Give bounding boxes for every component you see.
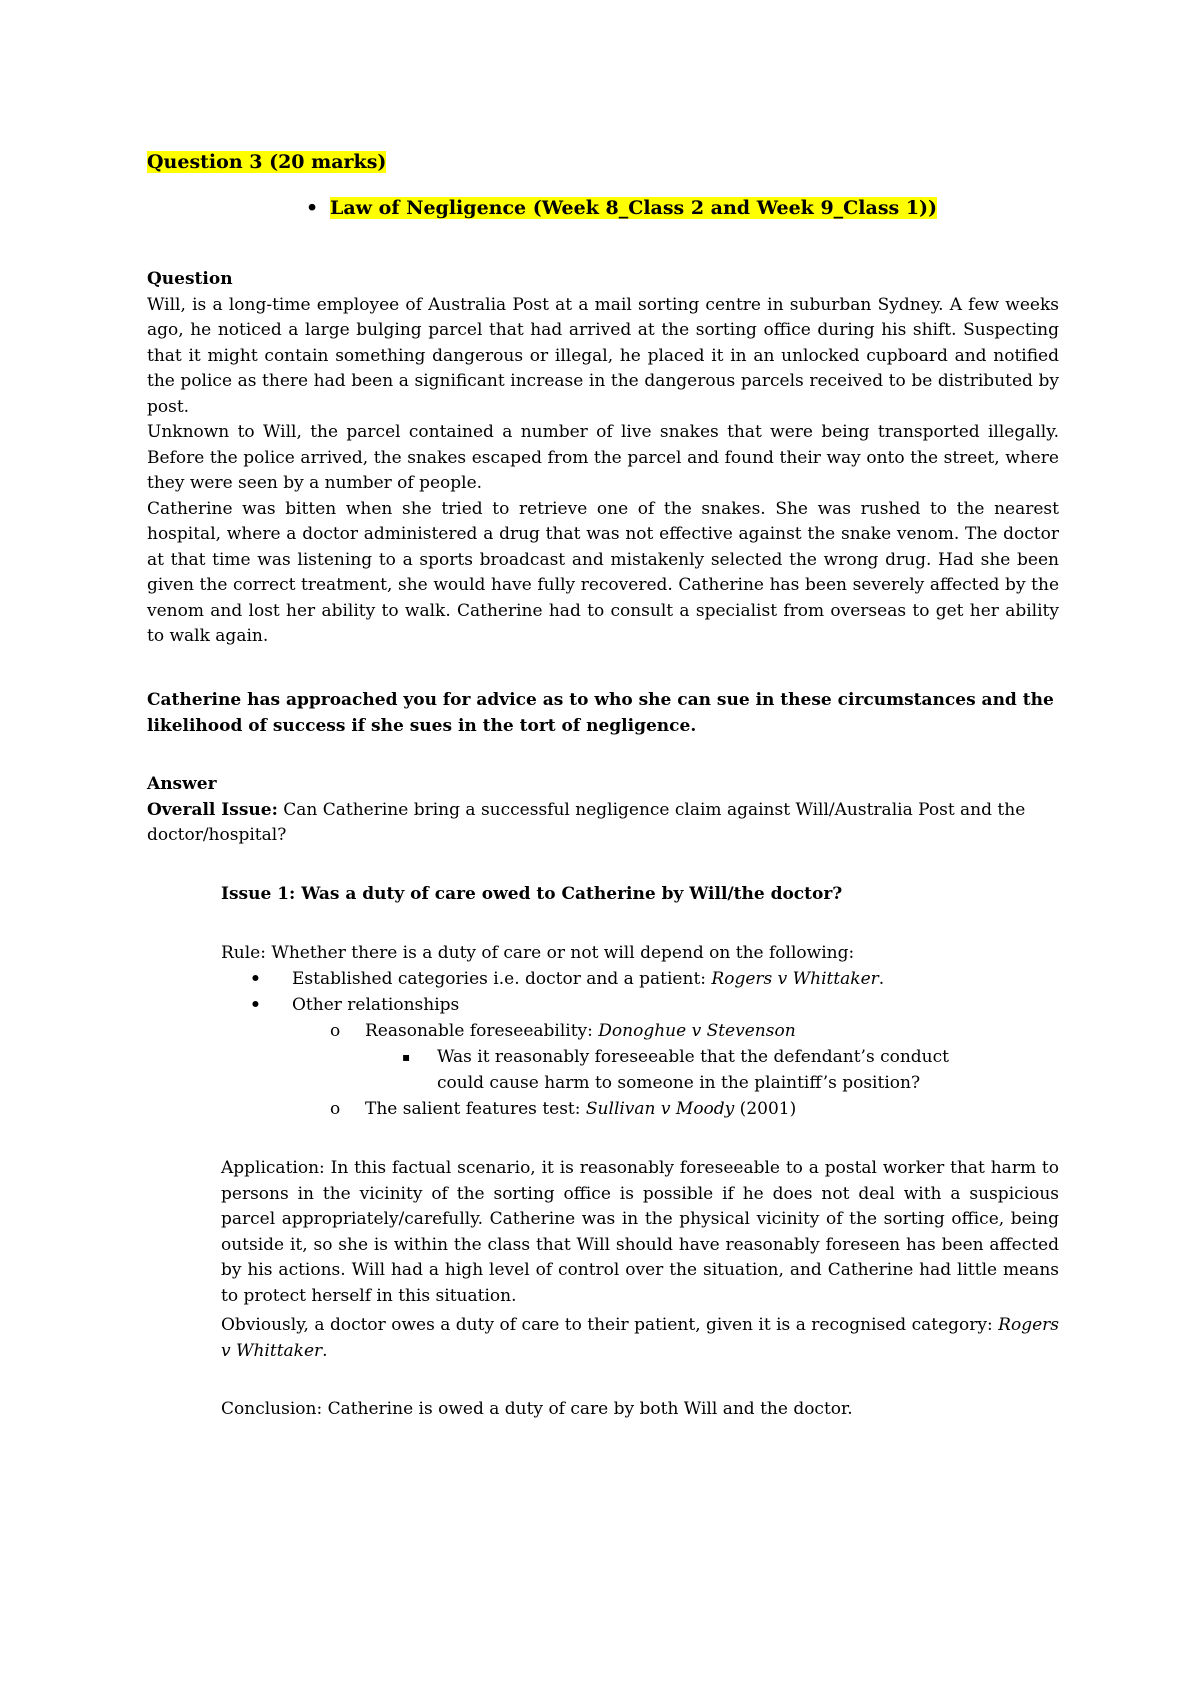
rule-section [221,941,854,967]
question-paragraph: Catherine was bitten when she tried to retrieve one of the snakes. She was rushed to the nearest hospital, where a doctor administered a drug that was not effective against the snake venom. The doctor at that time was listening to a sports broadcast and mistakenly selected the wrong drug. Had she been given the correct treatment, she would have fully recovered. Catherine has been severely affected by the venom and lost her ability to walk. Catherine had to consult a specialist from overseas to get her ability to walk again. [147,498,1059,646]
bullet-icon: • [250,995,261,1015]
question-title: Question 3 (20 marks) [147,151,387,173]
case-name: Sullivan v Moody [585,1099,735,1119]
circle-bullet-icon: o [330,1021,341,1041]
issue-1-title: Issue 1: Was a duty of care owed to Catherine by Will/the doctor? [221,884,843,904]
question-heading: Question [147,269,233,289]
answer-section [147,772,1059,849]
application-paragraph: Application: In this factual scenario, it is reasonably foreseeable to a postal worker that harm to persons in the vicinity of the sorting office is possible if he does not deal with a suspicious parcel appropriately/carefully. Catherine was in the physical vicinity of the sorting office, being outside it, so she is within the class that Will should have reasonably foreseen has been affected by his actions. Will had a high level of control over the situation, and Catherine had little means to protect herself in this situation. [221,1158,1059,1306]
question-instruction: Catherine has approached you for advice as to who she can sue in these circumstances and the likelihood of success if she sues in the tort of negligence. [147,690,1054,736]
question-section [147,267,1059,650]
question-paragraph: Unknown to Will, the parcel contained a number of live snakes that were being transported illegally. Before the police arrived, the snakes escaped from the parcel and found their way onto the street, where they were seen by a number of people. [147,422,1059,493]
rule-intro: Rule: Whether there is a duty of care or not will depend on the following: [221,943,855,963]
conclusion-paragraph: Conclusion: Catherine is owed a duty of care by both Will and the doctor. [221,1399,853,1419]
overall-issue-label: Overall Issue: [147,799,278,820]
case-name: Rogers v Whittaker [711,969,879,989]
overall-issue-text: Can Catherine bring a successful negligence claim against Will/Australia Post and the doctor/hospital? [147,799,1026,845]
case-name: Donoghue v Stevenson [598,1021,796,1041]
doctor-duty-paragraph: Obviously, a doctor owes a duty of care to their patient, given it is a recognised category: Rogers v Whittaker. [221,1315,1059,1361]
question-paragraph: Will, is a long-time employee of Australia Post at a mail sorting centre in suburban Sydney. A few weeks ago, he noticed a large bulging parcel that had arrived at the sorting office during his shift. Suspecting that it might contain something dangerous or illegal, he placed it in an unlocked cupboard and notified the police as there had been a significant increase in the dangerous parcels received to be distributed by post. [147,294,1059,417]
case-name: Rogers v Whittaker [221,1315,1059,1361]
overall-issue [147,798,1059,849]
document-page: Question 3 (20 marks) • Law of Negligence (Week 8_Class 2 and Week 9_Class 1)) Question Will, is a long-time employee of Australia Post at a mail sorting centre in suburban Sydney. A few weeks ago, he noticed a large bulging parcel that had arrived at the sorting office during his shift. Suspecting that it might contain something dangerous or illegal, he placed it in an unlocked cupboard and notified the police as there had been a significant increase in the dangerous parcels received to be distributed by post. Unknown to Will, the parcel contained a number of live snakes that were being transported illegally. Before the police arrived, the snakes escaped from the parcel and found their way onto the street, where they were seen by a number of people. Catherine was bitten when she tried to retrieve one of the snakes. She was rushed to the nearest hospital, where a doctor administered a drug that was not effective against the snake venom. The doctor at that time was listening to a sports broadcast and mistakenly selected the wrong drug. Had she been given the correct treatment, she would have fully recovered. Catherine has been severely affected by the venom and lost her ability to walk. Catherine had to consult a specialist from overseas to get her ability to walk again. Catherine has approached you for advice as to who she can sue in these circumstances and the likelihood of success if she sues in the tort of negligence. Answer Overall Issue: Can Catherine bring a successful negligence claim against Will/Australia Post and the doctor/hospital? Issue 1: Was a duty of care owed to Catherine by Will/the doctor? Rule: Whether there is a duty of care or not will depend on the following: • Established categories i.e. doctor and a patient: Rogers v Whittaker. • Other relationships o Reasonable foreseeability: Donoghue v Stevenson ▪ Was it reasonably foreseeable that the defendant’s conduct could cause harm to someone in the plaintiff’s position? o The salient features test: Sullivan v Moody (2001) Application: In this factual scenario, it is reasonably foreseeable to a postal worker that harm to persons in the vicinity of the sorting office is possible if he does not deal with a suspicious parcel appropriately/carefully. Catherine was in the physical vicinity of the sorting office, being outside it, so she is within the class that Will should have reasonably foreseen has been affected by his actions. Will had a high level of control over the situation, and Catherine had little means to protect herself in this situation. Obviously, a doctor owes a duty of care to their patient, given it is a recognised category: Rogers v Whittaker. Conclusion: Catherine is owed a duty of care by both Will and the doctor. [0,0,1200,1698]
topic-text: Law of Negligence (Week 8_Class 2 and Week 9_Class 1)) [330,197,938,219]
square-bullet-icon: ▪ [402,1050,411,1064]
topic-bullet-item [306,196,938,222]
answer-heading: Answer [147,774,217,794]
circle-bullet-icon: o [330,1099,341,1119]
bullet-icon: • [250,969,261,989]
bullet-icon: • [306,197,319,219]
